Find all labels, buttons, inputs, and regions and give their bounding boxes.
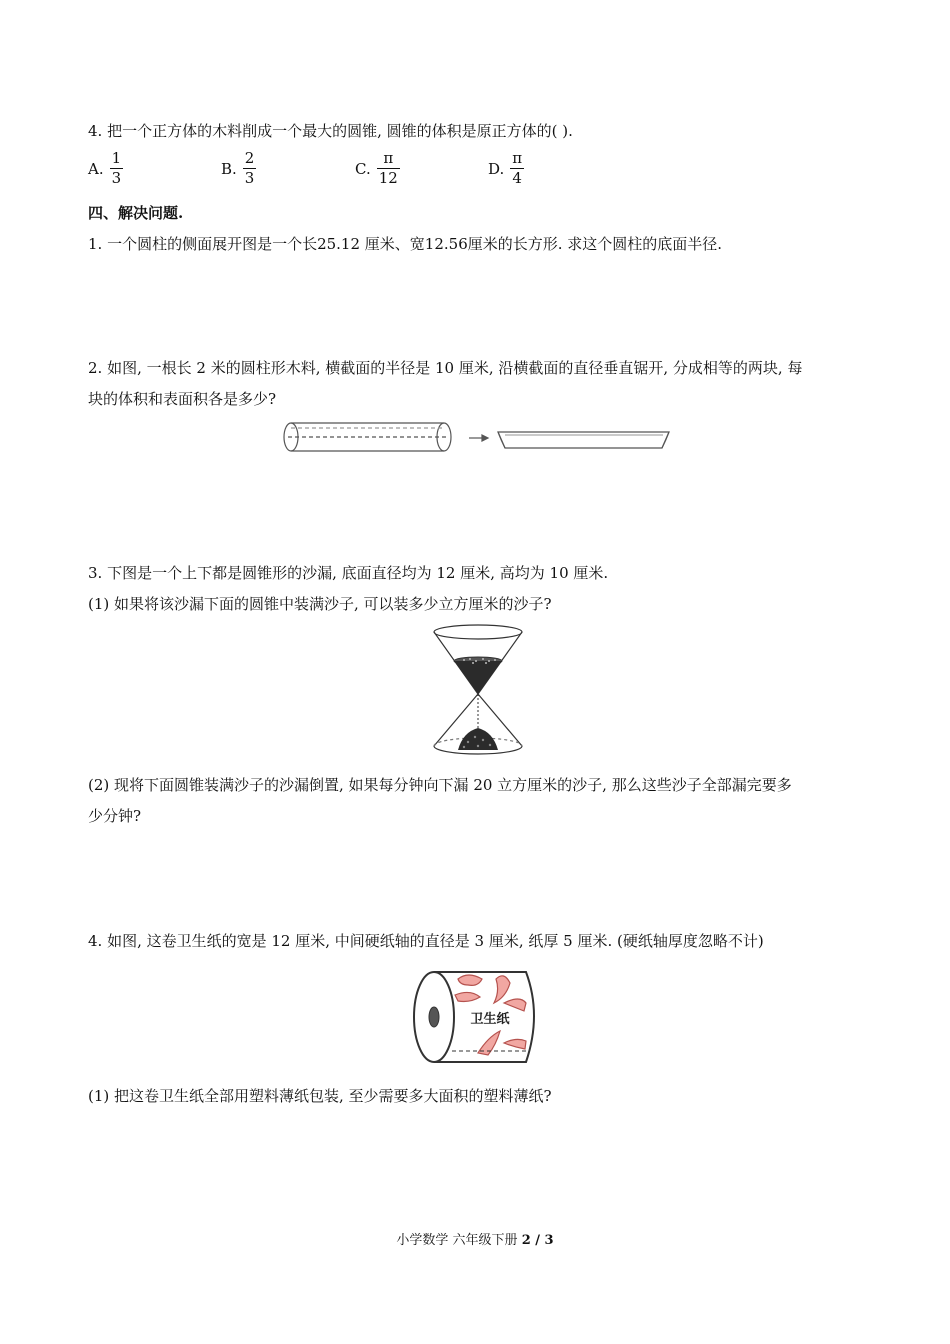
option-b-label: B.	[221, 159, 237, 178]
option-b	[221, 150, 256, 187]
problem-3-line-1: 3. 下图是一个上下都是圆锥形的沙漏, 底面直径均为 12 厘米, 高均为 10 厘米.	[88, 564, 609, 582]
option-a-fraction	[110, 150, 124, 187]
problem-3-sub-1: (1) 如果将该沙漏下面的圆锥中装满沙子, 可以装多少立方厘米的沙子?	[88, 595, 552, 613]
option-c-numerator: π	[383, 149, 394, 167]
cylinder-log-figure	[280, 418, 675, 460]
option-a	[88, 150, 123, 187]
problem-3-sub-2-line-1: (2) 现将下面圆锥装满沙子的沙漏倒置, 如果每分钟向下漏 20 立方厘米的沙子, 那么这些沙子全部漏完要多	[88, 776, 792, 794]
toilet-paper-figure	[408, 967, 548, 1067]
problem-1: 1. 一个圆柱的侧面展开图是一个长25.12 厘米、宽12.56厘米的长方形. 求这个圆柱的底面半径.	[88, 235, 723, 253]
hourglass-figure	[428, 622, 528, 760]
option-a-denominator: 3	[111, 169, 122, 187]
option-d-fraction	[510, 150, 524, 187]
option-c-fraction	[377, 150, 400, 187]
option-d	[488, 150, 524, 187]
option-a-label: A.	[88, 159, 104, 178]
option-d-denominator: 4	[512, 169, 522, 187]
page-footer	[0, 1229, 950, 1248]
option-c	[355, 150, 400, 187]
footer-text: 小学数学 六年级下册	[396, 1233, 522, 1248]
toilet-paper-label: 卫生纸	[470, 1012, 510, 1027]
option-d-label: D.	[488, 159, 505, 178]
page-number: 2 / 3	[521, 1233, 554, 1248]
problem-2-line-2: 块的体积和表面积各是多少?	[88, 390, 277, 408]
problem-3-sub-2-line-2: 少分钟?	[88, 807, 142, 825]
option-b-denominator: 3	[244, 169, 255, 187]
option-c-label: C.	[355, 159, 371, 178]
question-4-stem: 4. 把一个正方体的木料削成一个最大的圆锥, 圆锥的体积是原正方体的( ).	[88, 122, 573, 140]
option-b-fraction	[243, 150, 257, 187]
problem-4-sub-1: (1) 把这卷卫生纸全部用塑料薄纸包装, 至少需要多大面积的塑料薄纸?	[88, 1087, 552, 1105]
option-b-numerator: 2	[244, 149, 255, 167]
option-c-denominator: 12	[378, 169, 398, 187]
option-d-numerator: π	[512, 149, 523, 167]
section-title: 四、解决问题.	[88, 204, 184, 222]
problem-4-line-1: 4. 如图, 这卷卫生纸的宽是 12 厘米, 中间硬纸轴的直径是 3 厘米, 纸厚 5 厘米. (硬纸轴厚度忽略不计)	[88, 932, 764, 950]
option-a-numerator: 1	[111, 149, 122, 167]
problem-2-line-1: 2. 如图, 一根长 2 米的圆柱形木料, 横截面的半径是 10 厘米, 沿横截面的直径垂直锯开, 分成相等的两块, 每	[88, 359, 803, 377]
